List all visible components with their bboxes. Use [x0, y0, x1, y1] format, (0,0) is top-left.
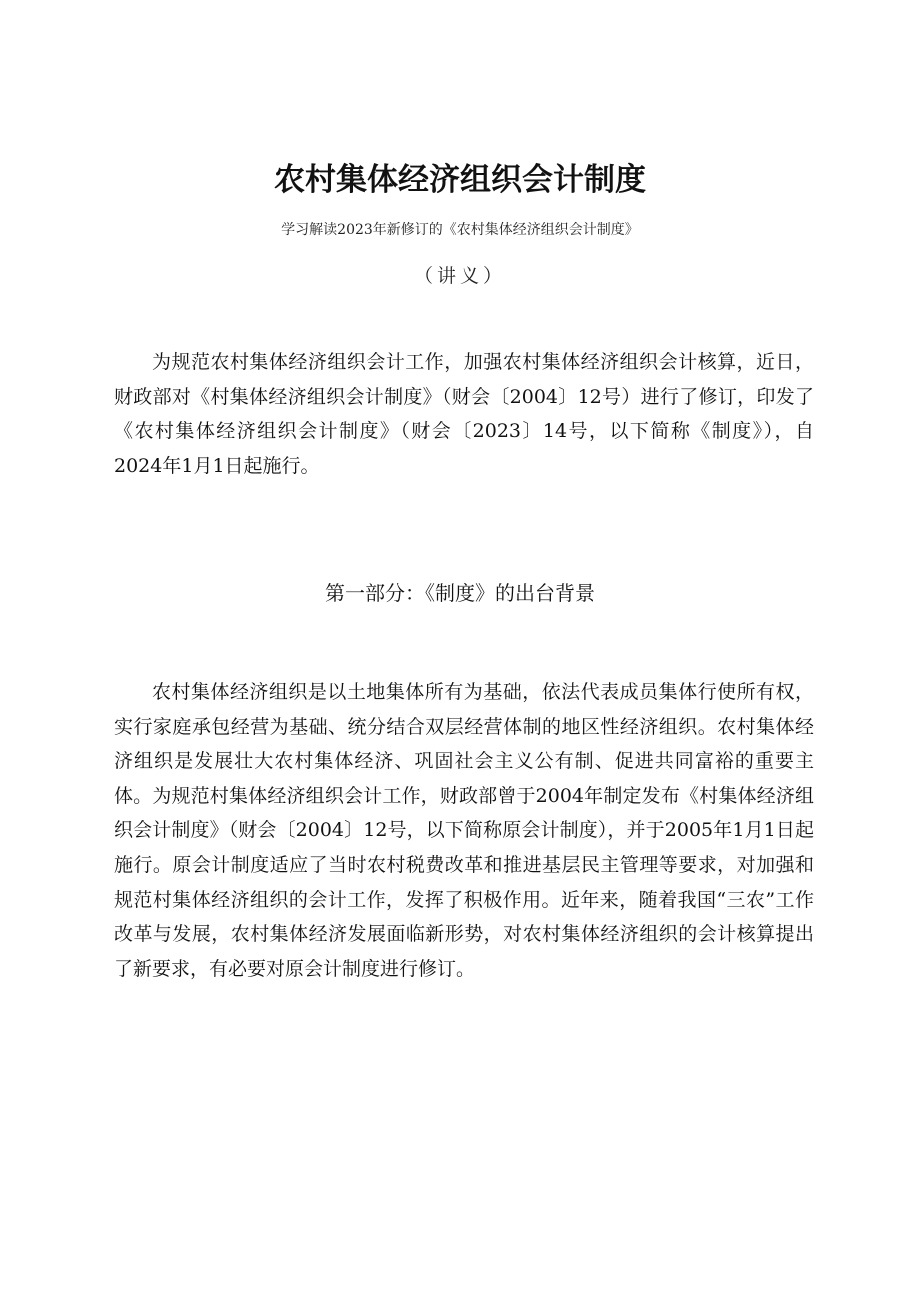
- document-subtitle: 学习解读2023年新修订的《农村集体经济组织会计制度》: [281, 222, 639, 238]
- document-title: 农村集体经济组织会计制度: [274, 162, 646, 198]
- section-heading: 第一部分：《制度》的出台背景: [325, 581, 595, 605]
- intro-paragraph: 为规范农村集体经济组织会计工作，加强农村集体经济组织会计核算，近日，财政部对《村集体经济组织会计制度》（财会〔2004〕12号）进行了修订，印发了《农村集体经济组织会计制度》（财会〔2023〕14号，以下简称《制度》），自2024年1月1日起施行。: [114, 351, 814, 477]
- section-paragraph: 农村集体经济组织是以土地集体所有为基础，依法代表成员集体行使所有权，实行家庭承包经营为基础、统分结合双层经营体制的地区性经济组织。农村集体经济组织是发展壮大农村集体经济、巩固社会主义公有制、促进共同富裕的重要主体。为规范村集体经济组织会计工作，财政部曾于2004年制定发布《村集体经济组织会计制度》（财会〔2004〕12号，以下简称原会计制度），并于2005年1月1日起施行。原会计制度适应了当时农村税费改革和推进基层民主管理等要求，对加强和规范村集体经济组织的会计工作，发挥了积极作用。近年来，随着我国“三农”工作改革与发展，农村集体经济发展面临新形势，对农村集体经济组织的会计核算提出了新要求，有必要对原会计制度进行修订。: [114, 681, 814, 980]
- handout-label: （讲义）: [413, 265, 506, 287]
